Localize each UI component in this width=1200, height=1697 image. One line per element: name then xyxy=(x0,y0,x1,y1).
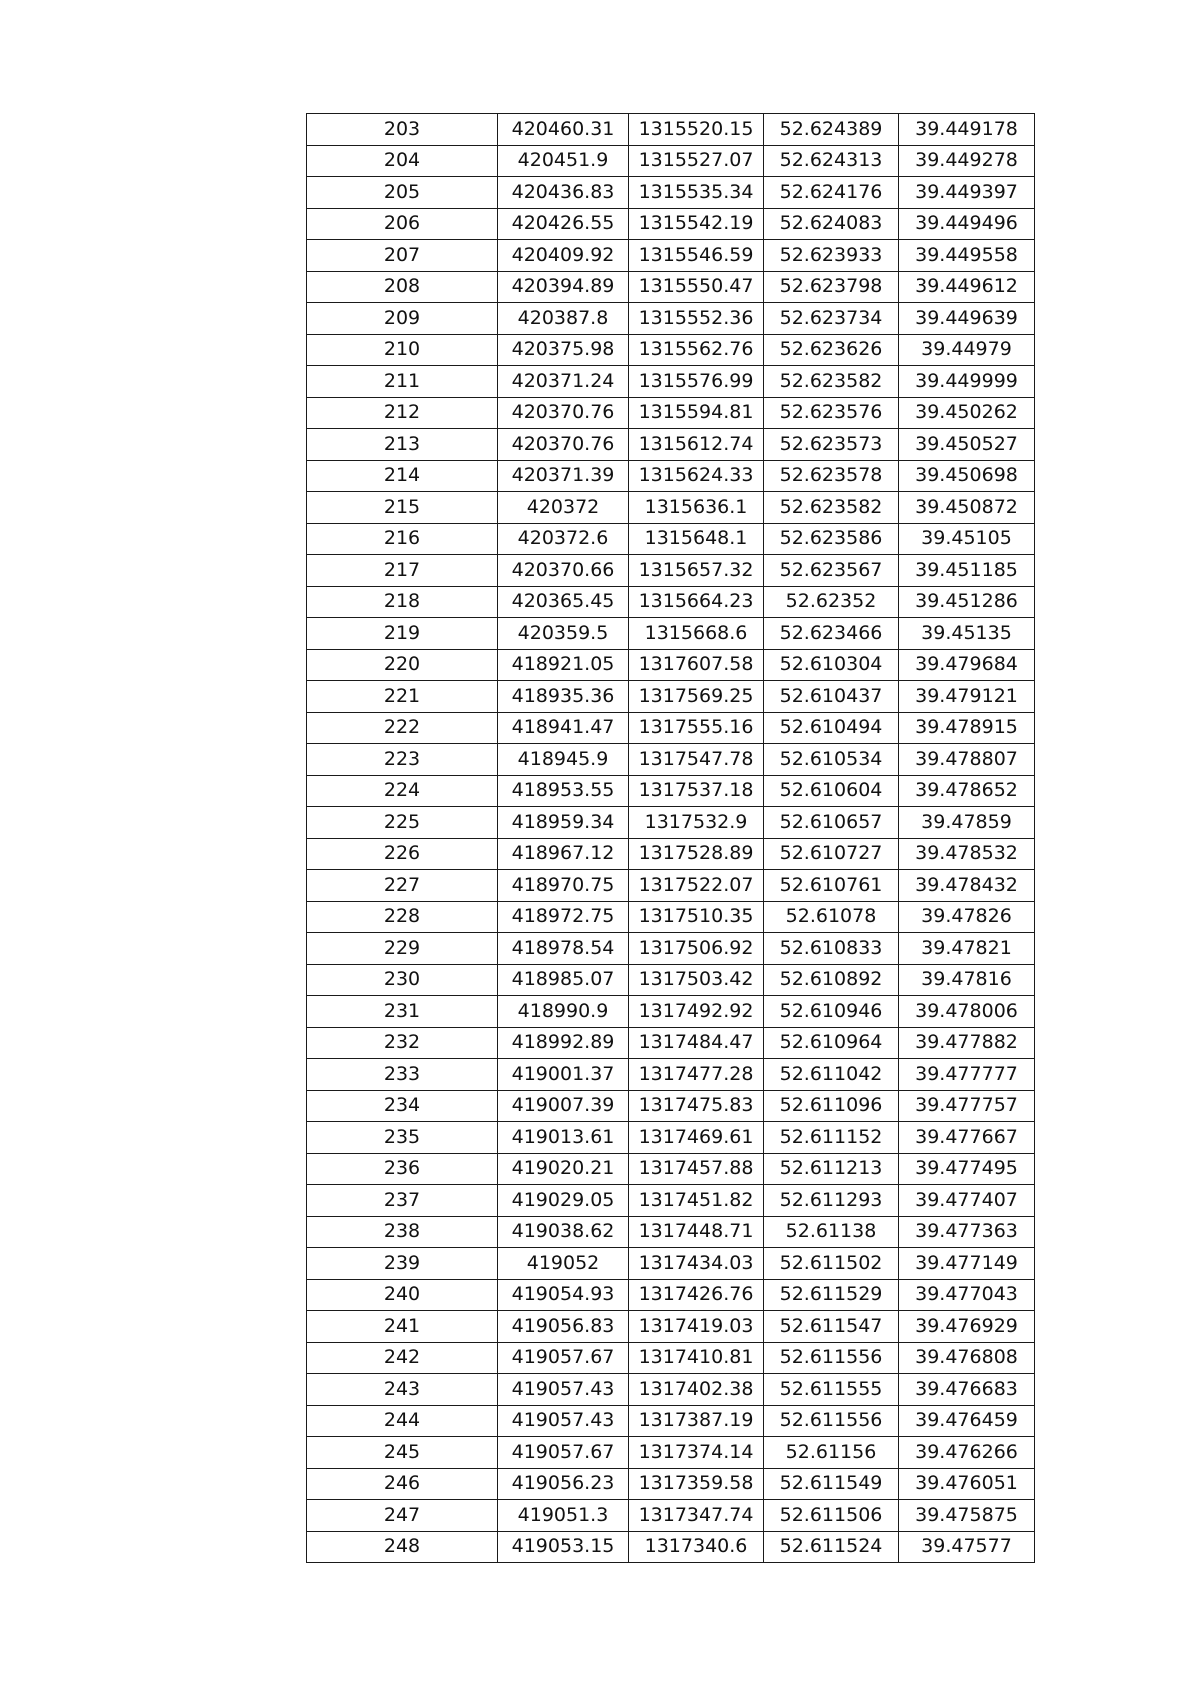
table-row xyxy=(307,429,1035,461)
x-coordinate-cell: 420370.76 xyxy=(498,429,629,461)
longitude-cell: 39.449639 xyxy=(899,303,1035,335)
y-coordinate-cell: 1317419.03 xyxy=(629,1311,764,1343)
x-coordinate-cell: 419001.37 xyxy=(498,1059,629,1091)
table-row xyxy=(307,1216,1035,1248)
table-row xyxy=(307,492,1035,524)
latitude-cell: 52.623582 xyxy=(764,492,899,524)
x-coordinate-cell: 420359.5 xyxy=(498,618,629,650)
longitude-cell: 39.449278 xyxy=(899,145,1035,177)
longitude-cell: 39.47826 xyxy=(899,901,1035,933)
longitude-cell: 39.449397 xyxy=(899,177,1035,209)
latitude-cell: 52.623578 xyxy=(764,460,899,492)
longitude-cell: 39.477882 xyxy=(899,1027,1035,1059)
longitude-cell: 39.450527 xyxy=(899,429,1035,461)
x-coordinate-cell: 420375.98 xyxy=(498,334,629,366)
point-number-cell: 204 xyxy=(307,145,498,177)
table-row xyxy=(307,964,1035,996)
point-number-cell: 235 xyxy=(307,1122,498,1154)
y-coordinate-cell: 1317492.92 xyxy=(629,996,764,1028)
latitude-cell: 52.623576 xyxy=(764,397,899,429)
latitude-cell: 52.611524 xyxy=(764,1531,899,1563)
x-coordinate-cell: 420426.55 xyxy=(498,208,629,240)
x-coordinate-cell: 418990.9 xyxy=(498,996,629,1028)
x-coordinate-cell: 418959.34 xyxy=(498,807,629,839)
longitude-cell: 39.477757 xyxy=(899,1090,1035,1122)
table-row xyxy=(307,1374,1035,1406)
table-row xyxy=(307,1027,1035,1059)
x-coordinate-cell: 419038.62 xyxy=(498,1216,629,1248)
latitude-cell: 52.62352 xyxy=(764,586,899,618)
longitude-cell: 39.479684 xyxy=(899,649,1035,681)
y-coordinate-cell: 1315576.99 xyxy=(629,366,764,398)
x-coordinate-cell: 420460.31 xyxy=(498,114,629,146)
longitude-cell: 39.475875 xyxy=(899,1500,1035,1532)
y-coordinate-cell: 1317537.18 xyxy=(629,775,764,807)
y-coordinate-cell: 1317402.38 xyxy=(629,1374,764,1406)
x-coordinate-cell: 418970.75 xyxy=(498,870,629,902)
point-number-cell: 245 xyxy=(307,1437,498,1469)
latitude-cell: 52.610304 xyxy=(764,649,899,681)
longitude-cell: 39.478432 xyxy=(899,870,1035,902)
coordinates-table xyxy=(306,113,1035,1563)
point-number-cell: 220 xyxy=(307,649,498,681)
latitude-cell: 52.610657 xyxy=(764,807,899,839)
latitude-cell: 52.611556 xyxy=(764,1342,899,1374)
table-row xyxy=(307,366,1035,398)
longitude-cell: 39.477667 xyxy=(899,1122,1035,1154)
table-row xyxy=(307,303,1035,335)
point-number-cell: 208 xyxy=(307,271,498,303)
point-number-cell: 239 xyxy=(307,1248,498,1280)
point-number-cell: 227 xyxy=(307,870,498,902)
longitude-cell: 39.47816 xyxy=(899,964,1035,996)
longitude-cell: 39.450698 xyxy=(899,460,1035,492)
y-coordinate-cell: 1317426.76 xyxy=(629,1279,764,1311)
x-coordinate-cell: 418992.89 xyxy=(498,1027,629,1059)
latitude-cell: 52.611502 xyxy=(764,1248,899,1280)
x-coordinate-cell: 419057.67 xyxy=(498,1437,629,1469)
longitude-cell: 39.449496 xyxy=(899,208,1035,240)
longitude-cell: 39.478915 xyxy=(899,712,1035,744)
x-coordinate-cell: 418972.75 xyxy=(498,901,629,933)
table-row xyxy=(307,1122,1035,1154)
x-coordinate-cell: 419013.61 xyxy=(498,1122,629,1154)
y-coordinate-cell: 1315594.81 xyxy=(629,397,764,429)
y-coordinate-cell: 1317522.07 xyxy=(629,870,764,902)
y-coordinate-cell: 1317451.82 xyxy=(629,1185,764,1217)
longitude-cell: 39.47577 xyxy=(899,1531,1035,1563)
x-coordinate-cell: 419057.67 xyxy=(498,1342,629,1374)
table-row xyxy=(307,996,1035,1028)
latitude-cell: 52.623582 xyxy=(764,366,899,398)
table-row xyxy=(307,901,1035,933)
latitude-cell: 52.610946 xyxy=(764,996,899,1028)
latitude-cell: 52.611213 xyxy=(764,1153,899,1185)
latitude-cell: 52.624083 xyxy=(764,208,899,240)
table-row xyxy=(307,649,1035,681)
latitude-cell: 52.610534 xyxy=(764,744,899,776)
x-coordinate-cell: 418985.07 xyxy=(498,964,629,996)
table-row xyxy=(307,177,1035,209)
point-number-cell: 229 xyxy=(307,933,498,965)
y-coordinate-cell: 1315636.1 xyxy=(629,492,764,524)
longitude-cell: 39.477777 xyxy=(899,1059,1035,1091)
latitude-cell: 52.623798 xyxy=(764,271,899,303)
y-coordinate-cell: 1317410.81 xyxy=(629,1342,764,1374)
table-row xyxy=(307,555,1035,587)
latitude-cell: 52.624176 xyxy=(764,177,899,209)
longitude-cell: 39.476808 xyxy=(899,1342,1035,1374)
point-number-cell: 247 xyxy=(307,1500,498,1532)
longitude-cell: 39.477407 xyxy=(899,1185,1035,1217)
point-number-cell: 222 xyxy=(307,712,498,744)
x-coordinate-cell: 419029.05 xyxy=(498,1185,629,1217)
x-coordinate-cell: 419051.3 xyxy=(498,1500,629,1532)
x-coordinate-cell: 420436.83 xyxy=(498,177,629,209)
latitude-cell: 52.624313 xyxy=(764,145,899,177)
point-number-cell: 217 xyxy=(307,555,498,587)
x-coordinate-cell: 418967.12 xyxy=(498,838,629,870)
latitude-cell: 52.611549 xyxy=(764,1468,899,1500)
x-coordinate-cell: 419007.39 xyxy=(498,1090,629,1122)
longitude-cell: 39.477149 xyxy=(899,1248,1035,1280)
x-coordinate-cell: 419056.83 xyxy=(498,1311,629,1343)
longitude-cell: 39.449612 xyxy=(899,271,1035,303)
latitude-cell: 52.610727 xyxy=(764,838,899,870)
table-row xyxy=(307,1059,1035,1091)
point-number-cell: 213 xyxy=(307,429,498,461)
latitude-cell: 52.610437 xyxy=(764,681,899,713)
longitude-cell: 39.449558 xyxy=(899,240,1035,272)
table-row xyxy=(307,1342,1035,1374)
y-coordinate-cell: 1317547.78 xyxy=(629,744,764,776)
point-number-cell: 226 xyxy=(307,838,498,870)
table-row xyxy=(307,114,1035,146)
point-number-cell: 215 xyxy=(307,492,498,524)
x-coordinate-cell: 420409.92 xyxy=(498,240,629,272)
latitude-cell: 52.611547 xyxy=(764,1311,899,1343)
longitude-cell: 39.47821 xyxy=(899,933,1035,965)
y-coordinate-cell: 1317340.6 xyxy=(629,1531,764,1563)
y-coordinate-cell: 1317347.74 xyxy=(629,1500,764,1532)
y-coordinate-cell: 1315664.23 xyxy=(629,586,764,618)
latitude-cell: 52.610604 xyxy=(764,775,899,807)
table-row xyxy=(307,933,1035,965)
table-row xyxy=(307,681,1035,713)
x-coordinate-cell: 420372 xyxy=(498,492,629,524)
table-row xyxy=(307,807,1035,839)
x-coordinate-cell: 419053.15 xyxy=(498,1531,629,1563)
longitude-cell: 39.451185 xyxy=(899,555,1035,587)
point-number-cell: 225 xyxy=(307,807,498,839)
table-row xyxy=(307,1279,1035,1311)
y-coordinate-cell: 1317448.71 xyxy=(629,1216,764,1248)
latitude-cell: 52.611096 xyxy=(764,1090,899,1122)
x-coordinate-cell: 418935.36 xyxy=(498,681,629,713)
table-row xyxy=(307,1185,1035,1217)
y-coordinate-cell: 1315624.33 xyxy=(629,460,764,492)
latitude-cell: 52.623933 xyxy=(764,240,899,272)
x-coordinate-cell: 419056.23 xyxy=(498,1468,629,1500)
y-coordinate-cell: 1317510.35 xyxy=(629,901,764,933)
table-row xyxy=(307,334,1035,366)
table-row xyxy=(307,1437,1035,1469)
y-coordinate-cell: 1317506.92 xyxy=(629,933,764,965)
latitude-cell: 52.610892 xyxy=(764,964,899,996)
longitude-cell: 39.451286 xyxy=(899,586,1035,618)
y-coordinate-cell: 1317555.16 xyxy=(629,712,764,744)
y-coordinate-cell: 1317469.61 xyxy=(629,1122,764,1154)
table-row xyxy=(307,1468,1035,1500)
table-row xyxy=(307,1153,1035,1185)
y-coordinate-cell: 1315657.32 xyxy=(629,555,764,587)
table-row xyxy=(307,523,1035,555)
table-row xyxy=(307,1090,1035,1122)
point-number-cell: 207 xyxy=(307,240,498,272)
point-number-cell: 216 xyxy=(307,523,498,555)
latitude-cell: 52.623466 xyxy=(764,618,899,650)
latitude-cell: 52.611529 xyxy=(764,1279,899,1311)
x-coordinate-cell: 420451.9 xyxy=(498,145,629,177)
longitude-cell: 39.478807 xyxy=(899,744,1035,776)
table-row xyxy=(307,744,1035,776)
coordinates-table-body xyxy=(307,114,1035,1563)
latitude-cell: 52.611293 xyxy=(764,1185,899,1217)
point-number-cell: 203 xyxy=(307,114,498,146)
table-row xyxy=(307,1531,1035,1563)
table-row xyxy=(307,1500,1035,1532)
y-coordinate-cell: 1317528.89 xyxy=(629,838,764,870)
x-coordinate-cell: 420387.8 xyxy=(498,303,629,335)
y-coordinate-cell: 1315552.36 xyxy=(629,303,764,335)
x-coordinate-cell: 418978.54 xyxy=(498,933,629,965)
longitude-cell: 39.478006 xyxy=(899,996,1035,1028)
x-coordinate-cell: 419057.43 xyxy=(498,1374,629,1406)
longitude-cell: 39.477363 xyxy=(899,1216,1035,1248)
x-coordinate-cell: 418953.55 xyxy=(498,775,629,807)
x-coordinate-cell: 418945.9 xyxy=(498,744,629,776)
latitude-cell: 52.610761 xyxy=(764,870,899,902)
longitude-cell: 39.476929 xyxy=(899,1311,1035,1343)
y-coordinate-cell: 1315546.59 xyxy=(629,240,764,272)
table-row xyxy=(307,1248,1035,1280)
latitude-cell: 52.623586 xyxy=(764,523,899,555)
y-coordinate-cell: 1317434.03 xyxy=(629,1248,764,1280)
latitude-cell: 52.610833 xyxy=(764,933,899,965)
y-coordinate-cell: 1315562.76 xyxy=(629,334,764,366)
latitude-cell: 52.611042 xyxy=(764,1059,899,1091)
latitude-cell: 52.610494 xyxy=(764,712,899,744)
y-coordinate-cell: 1317475.83 xyxy=(629,1090,764,1122)
x-coordinate-cell: 419020.21 xyxy=(498,1153,629,1185)
point-number-cell: 231 xyxy=(307,996,498,1028)
y-coordinate-cell: 1315612.74 xyxy=(629,429,764,461)
point-number-cell: 230 xyxy=(307,964,498,996)
latitude-cell: 52.610964 xyxy=(764,1027,899,1059)
point-number-cell: 205 xyxy=(307,177,498,209)
point-number-cell: 243 xyxy=(307,1374,498,1406)
latitude-cell: 52.61156 xyxy=(764,1437,899,1469)
latitude-cell: 52.623567 xyxy=(764,555,899,587)
longitude-cell: 39.476683 xyxy=(899,1374,1035,1406)
longitude-cell: 39.476459 xyxy=(899,1405,1035,1437)
point-number-cell: 237 xyxy=(307,1185,498,1217)
point-number-cell: 221 xyxy=(307,681,498,713)
longitude-cell: 39.477043 xyxy=(899,1279,1035,1311)
point-number-cell: 223 xyxy=(307,744,498,776)
table-row xyxy=(307,618,1035,650)
longitude-cell: 39.449178 xyxy=(899,114,1035,146)
y-coordinate-cell: 1315648.1 xyxy=(629,523,764,555)
longitude-cell: 39.44979 xyxy=(899,334,1035,366)
point-number-cell: 240 xyxy=(307,1279,498,1311)
table-row xyxy=(307,586,1035,618)
y-coordinate-cell: 1317532.9 xyxy=(629,807,764,839)
table-row xyxy=(307,775,1035,807)
longitude-cell: 39.479121 xyxy=(899,681,1035,713)
point-number-cell: 218 xyxy=(307,586,498,618)
table-row xyxy=(307,271,1035,303)
point-number-cell: 248 xyxy=(307,1531,498,1563)
x-coordinate-cell: 419057.43 xyxy=(498,1405,629,1437)
table-row xyxy=(307,870,1035,902)
latitude-cell: 52.61138 xyxy=(764,1216,899,1248)
x-coordinate-cell: 420370.76 xyxy=(498,397,629,429)
x-coordinate-cell: 418941.47 xyxy=(498,712,629,744)
latitude-cell: 52.611152 xyxy=(764,1122,899,1154)
y-coordinate-cell: 1315668.6 xyxy=(629,618,764,650)
point-number-cell: 241 xyxy=(307,1311,498,1343)
point-number-cell: 211 xyxy=(307,366,498,398)
point-number-cell: 228 xyxy=(307,901,498,933)
y-coordinate-cell: 1315542.19 xyxy=(629,208,764,240)
longitude-cell: 39.47859 xyxy=(899,807,1035,839)
x-coordinate-cell: 419052 xyxy=(498,1248,629,1280)
point-number-cell: 233 xyxy=(307,1059,498,1091)
y-coordinate-cell: 1315520.15 xyxy=(629,114,764,146)
table-row xyxy=(307,712,1035,744)
longitude-cell: 39.476266 xyxy=(899,1437,1035,1469)
point-number-cell: 234 xyxy=(307,1090,498,1122)
table-row xyxy=(307,1311,1035,1343)
y-coordinate-cell: 1317569.25 xyxy=(629,681,764,713)
x-coordinate-cell: 419054.93 xyxy=(498,1279,629,1311)
table-row xyxy=(307,240,1035,272)
point-number-cell: 242 xyxy=(307,1342,498,1374)
longitude-cell: 39.449999 xyxy=(899,366,1035,398)
y-coordinate-cell: 1317359.58 xyxy=(629,1468,764,1500)
x-coordinate-cell: 420394.89 xyxy=(498,271,629,303)
latitude-cell: 52.611506 xyxy=(764,1500,899,1532)
point-number-cell: 232 xyxy=(307,1027,498,1059)
latitude-cell: 52.611556 xyxy=(764,1405,899,1437)
latitude-cell: 52.623573 xyxy=(764,429,899,461)
point-number-cell: 224 xyxy=(307,775,498,807)
table-row xyxy=(307,145,1035,177)
y-coordinate-cell: 1317457.88 xyxy=(629,1153,764,1185)
table-row xyxy=(307,1405,1035,1437)
longitude-cell: 39.478532 xyxy=(899,838,1035,870)
y-coordinate-cell: 1317484.47 xyxy=(629,1027,764,1059)
latitude-cell: 52.611555 xyxy=(764,1374,899,1406)
point-number-cell: 206 xyxy=(307,208,498,240)
point-number-cell: 246 xyxy=(307,1468,498,1500)
table-row xyxy=(307,460,1035,492)
longitude-cell: 39.476051 xyxy=(899,1468,1035,1500)
point-number-cell: 209 xyxy=(307,303,498,335)
point-number-cell: 238 xyxy=(307,1216,498,1248)
table-row xyxy=(307,397,1035,429)
y-coordinate-cell: 1315527.07 xyxy=(629,145,764,177)
x-coordinate-cell: 418921.05 xyxy=(498,649,629,681)
longitude-cell: 39.45105 xyxy=(899,523,1035,555)
y-coordinate-cell: 1317387.19 xyxy=(629,1405,764,1437)
point-number-cell: 219 xyxy=(307,618,498,650)
point-number-cell: 244 xyxy=(307,1405,498,1437)
x-coordinate-cell: 420371.24 xyxy=(498,366,629,398)
longitude-cell: 39.478652 xyxy=(899,775,1035,807)
point-number-cell: 214 xyxy=(307,460,498,492)
y-coordinate-cell: 1317503.42 xyxy=(629,964,764,996)
point-number-cell: 212 xyxy=(307,397,498,429)
y-coordinate-cell: 1317477.28 xyxy=(629,1059,764,1091)
x-coordinate-cell: 420365.45 xyxy=(498,586,629,618)
longitude-cell: 39.45135 xyxy=(899,618,1035,650)
y-coordinate-cell: 1317607.58 xyxy=(629,649,764,681)
table-row xyxy=(307,838,1035,870)
point-number-cell: 210 xyxy=(307,334,498,366)
latitude-cell: 52.623734 xyxy=(764,303,899,335)
latitude-cell: 52.623626 xyxy=(764,334,899,366)
longitude-cell: 39.450262 xyxy=(899,397,1035,429)
y-coordinate-cell: 1315535.34 xyxy=(629,177,764,209)
x-coordinate-cell: 420372.6 xyxy=(498,523,629,555)
x-coordinate-cell: 420371.39 xyxy=(498,460,629,492)
y-coordinate-cell: 1315550.47 xyxy=(629,271,764,303)
longitude-cell: 39.450872 xyxy=(899,492,1035,524)
point-number-cell: 236 xyxy=(307,1153,498,1185)
x-coordinate-cell: 420370.66 xyxy=(498,555,629,587)
y-coordinate-cell: 1317374.14 xyxy=(629,1437,764,1469)
latitude-cell: 52.61078 xyxy=(764,901,899,933)
table-row xyxy=(307,208,1035,240)
longitude-cell: 39.477495 xyxy=(899,1153,1035,1185)
latitude-cell: 52.624389 xyxy=(764,114,899,146)
